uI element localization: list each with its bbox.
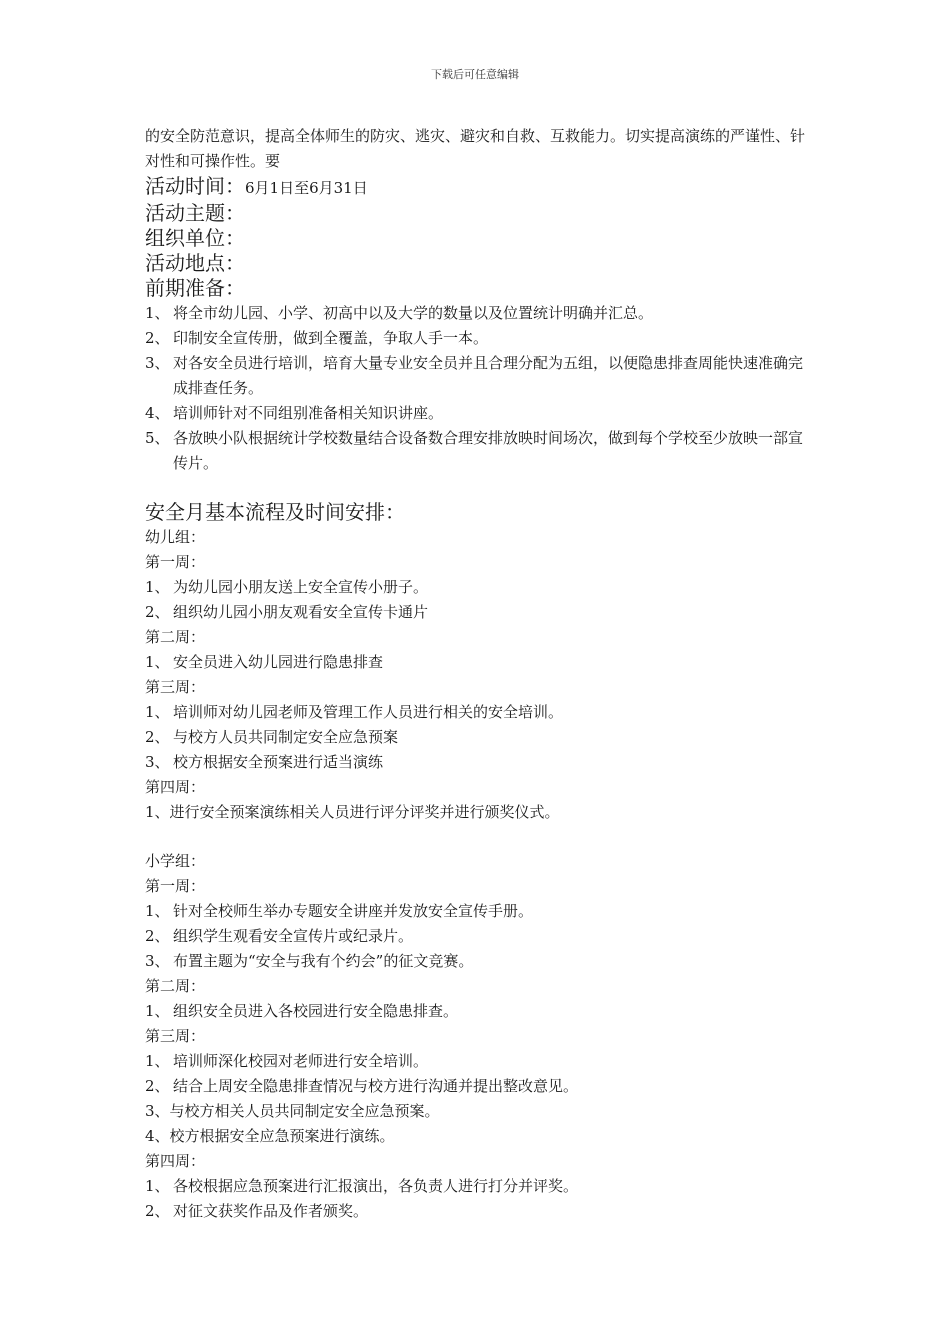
list-item — [145, 1174, 810, 1199]
item-number: 1、 — [145, 304, 170, 322]
item-text: 安全员进入幼儿园进行隐患排查 — [173, 653, 384, 671]
field-label: 前期准备： — [145, 276, 245, 300]
week-label: 第一周： — [145, 553, 206, 571]
week-label: 第三周： — [145, 678, 206, 696]
item-text: 组织安全员进入各校园进行安全隐患排查。 — [173, 1002, 459, 1020]
document-body — [145, 124, 810, 1224]
item-text: 与校方相关人员共同制定安全应急预案。 — [169, 1102, 440, 1120]
list-item — [145, 600, 810, 625]
intro-paragraph: 的安全防范意识，提高全体师生的防灾、逃灾、避灾和自救、互救能力。切实提高演练的严谨性、针对性和可操作性。要 — [145, 127, 806, 170]
item-number: 3、 — [145, 354, 170, 372]
schedule-title: 安全月基本流程及时间安排： — [145, 500, 405, 524]
list-item — [145, 326, 810, 351]
week-label: 第一周： — [145, 877, 206, 895]
kindergarten-section — [145, 525, 810, 825]
group-title: 幼儿组： — [145, 528, 206, 546]
list-item — [145, 1099, 810, 1124]
field-theme — [145, 201, 810, 226]
item-text: 各放映小队根据统计学校数量结合设备数合理安排放映时间场次，做到每个学校至少放映一部宣传片。 — [173, 429, 804, 472]
field-label: 活动时间： — [145, 174, 245, 198]
field-location — [145, 251, 810, 276]
list-item — [145, 650, 810, 675]
item-number: 1、 — [145, 1052, 170, 1070]
item-text: 与校方人员共同制定安全应急预案 — [173, 728, 399, 746]
item-number: 3、 — [145, 1102, 170, 1120]
item-text: 培训师针对不同组别准备相关知识讲座。 — [173, 404, 444, 422]
list-item — [145, 800, 810, 825]
item-text: 结合上周安全隐患排查情况与校方进行沟通并提出整改意见。 — [173, 1077, 579, 1095]
item-text: 组织幼儿园小朋友观看安全宣传卡通片 — [173, 603, 429, 621]
week-label: 第四周： — [145, 778, 206, 796]
item-text: 进行安全预案演练相关人员进行评分评奖并进行颁奖仪式。 — [169, 803, 560, 821]
item-number: 1、 — [145, 578, 170, 596]
list-item — [145, 949, 810, 974]
week-label: 第二周： — [145, 977, 206, 995]
item-number: 2、 — [145, 1202, 170, 1220]
item-number: 1、 — [145, 902, 170, 920]
item-number: 2、 — [145, 728, 170, 746]
item-number: 2、 — [145, 603, 170, 621]
group-title: 小学组： — [145, 852, 206, 870]
page-header: 下载后可任意编辑 — [431, 68, 519, 81]
list-item — [145, 1199, 810, 1224]
item-number: 1、 — [145, 803, 170, 821]
item-number: 4、 — [145, 1127, 170, 1145]
item-text: 组织学生观看安全宣传片或纪录片。 — [173, 927, 414, 945]
list-item — [145, 351, 810, 401]
item-text: 针对全校师生举办专题安全讲座并发放安全宣传手册。 — [173, 902, 534, 920]
item-number: 2、 — [145, 1077, 170, 1095]
item-number: 1、 — [145, 1002, 170, 1020]
field-preparation — [145, 276, 810, 301]
primary-section — [145, 849, 810, 1224]
item-text: 为幼儿园小朋友送上安全宣传小册子。 — [173, 578, 429, 596]
list-item — [145, 1049, 810, 1074]
list-item — [145, 725, 810, 750]
field-label: 组织单位： — [145, 226, 245, 250]
item-text: 校方根据安全应急预案进行演练。 — [169, 1127, 395, 1145]
field-value: 6月1日至6月31日 — [245, 179, 368, 197]
list-item — [145, 575, 810, 600]
list-item — [145, 1074, 810, 1099]
list-item — [145, 750, 810, 775]
item-number: 5、 — [145, 429, 170, 447]
item-text: 培训师对幼儿园老师及管理工作人员进行相关的安全培训。 — [173, 703, 564, 721]
item-number: 1、 — [145, 1177, 170, 1195]
field-label: 活动主题： — [145, 201, 245, 225]
list-item — [145, 426, 810, 476]
item-text: 布置主题为“安全与我有个约会”的征文竞赛。 — [173, 952, 474, 970]
list-item — [145, 899, 810, 924]
item-number: 3、 — [145, 753, 170, 771]
list-item — [145, 999, 810, 1024]
week-label: 第四周： — [145, 1152, 206, 1170]
item-text: 印制安全宣传册，做到全覆盖，争取人手一本。 — [173, 329, 489, 347]
list-item — [145, 924, 810, 949]
list-item — [145, 700, 810, 725]
prep-list — [145, 301, 810, 476]
field-organizer — [145, 226, 810, 251]
week-label: 第二周： — [145, 628, 206, 646]
item-number: 4、 — [145, 404, 170, 422]
list-item — [145, 301, 810, 326]
item-text: 各校根据应急预案进行汇报演出，各负责人进行打分并评奖。 — [173, 1177, 579, 1195]
item-text: 对各安全员进行培训，培育大量专业安全员并且合理分配为五组，以便隐患排查周能快速准确完成排查任务。 — [173, 354, 804, 397]
item-text: 校方根据安全预案进行适当演练 — [173, 753, 384, 771]
item-text: 对征文获奖作品及作者颁奖。 — [173, 1202, 369, 1220]
item-text: 将全市幼儿园、小学、初高中以及大学的数量以及位置统计明确并汇总。 — [173, 304, 654, 322]
item-number: 2、 — [145, 329, 170, 347]
list-item — [145, 401, 810, 426]
list-item — [145, 1124, 810, 1149]
field-time — [145, 174, 810, 201]
item-number: 3、 — [145, 952, 170, 970]
field-label: 活动地点： — [145, 251, 245, 275]
item-number: 1、 — [145, 703, 170, 721]
item-number: 1、 — [145, 653, 170, 671]
item-number: 2、 — [145, 927, 170, 945]
week-label: 第三周： — [145, 1027, 206, 1045]
item-text: 培训师深化校园对老师进行安全培训。 — [173, 1052, 429, 1070]
